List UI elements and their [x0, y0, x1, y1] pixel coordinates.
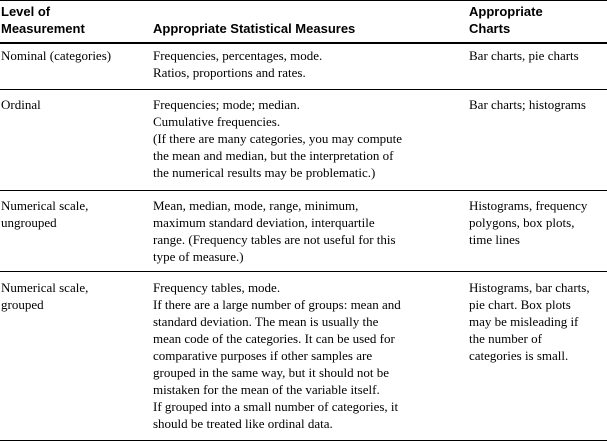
row-2-divider: [0, 190, 607, 191]
row-1-divider: [0, 89, 607, 90]
row-4-level: Numerical scale, grouped: [1, 280, 89, 312]
row-4-charts: Histograms, bar charts, pie chart. Box plots may be misleading if the number of categories is small.: [469, 280, 590, 363]
row-1-measures: Frequencies, percentages, mode. Ratios, proportions and rates.: [153, 48, 323, 80]
row-3-measures: Mean, median, mode, range, minimum, maximum standard deviation, interquartile range. (Frequency tables are not useful for this type of measure.): [153, 198, 396, 264]
header-charts-line-2: Charts: [469, 21, 511, 36]
row-1-level: Nominal (categories): [1, 48, 112, 63]
row-3-level: Numerical scale, ungrouped: [1, 198, 89, 230]
row-2-charts: Bar charts; histograms: [469, 97, 586, 112]
row-3-divider: [0, 271, 607, 272]
header-appropriate-charts: [469, 3, 543, 37]
row-3-charts: Histograms, frequency polygons, box plots, time lines: [469, 198, 588, 247]
header-statistical-measures: Appropriate Statistical Measures: [153, 21, 356, 36]
table-top-rule: [0, 0, 607, 1]
header-level-of-measurement: [1, 3, 85, 37]
table-bottom-rule: [0, 440, 607, 441]
row-2-level: Ordinal: [1, 97, 41, 112]
header-rule: [0, 42, 607, 44]
row-4-measures: Frequency tables, mode. If there are a large number of groups: mean and standard deviation. The mean is usually the mean code of the categories. It can be used for comparative purposes if other samples are grouped in the same way, but it should not be mistaken for the mean of the variable itself. If grouped into a small number of categories, it should be treated like ordinal data.: [153, 280, 401, 431]
row-1-charts: Bar charts, pie charts: [469, 48, 579, 63]
header-level-line-1: Level of: [1, 4, 51, 19]
row-2-measures: Frequencies; mode; median. Cumulative frequencies. (If there are many categories, you may compute the mean and median, but the interpretation of the numerical results may be problematic.): [153, 97, 403, 180]
header-charts-line-1: Appropriate: [469, 4, 543, 19]
header-level-line-2: Measurement: [1, 21, 85, 36]
